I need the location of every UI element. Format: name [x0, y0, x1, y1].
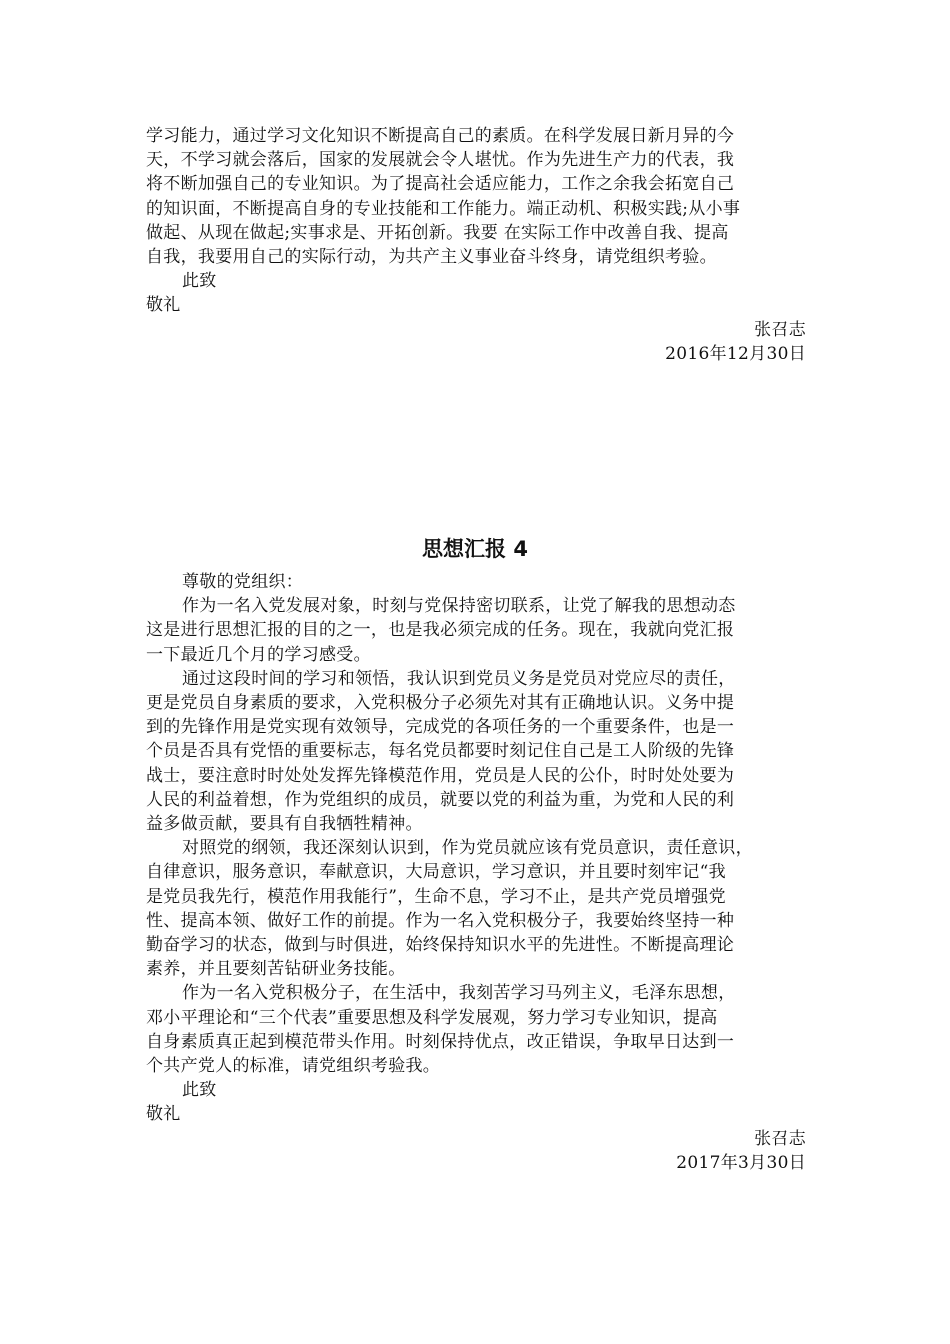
paragraph: [146, 981, 806, 1078]
report-title: 思想汇报 4: [422, 537, 528, 561]
paragraph: [146, 836, 806, 981]
signature: 张召志: [754, 319, 806, 340]
paragraph: [146, 667, 806, 836]
body-line: 个员是否具有党悟的重要标志，每名党员都要时刻记住自己是工人阶级的先锋: [146, 741, 735, 762]
closing-jing-li: 敬礼: [146, 1104, 181, 1125]
body-line: 益多做贡献，要具有自我牺牲精神。: [146, 814, 423, 835]
body-line: 一下最近几个月的学习感受。: [146, 644, 371, 665]
date: 2017年3月30日: [676, 1152, 806, 1173]
body-line: 将不断加强自己的专业知识。为了提高社会适应能力，工作之余我会拓宽自己: [146, 174, 735, 195]
body-line: 作为一名入党发展对象，时刻与党保持密切联系，让党了解我的思想动态: [182, 596, 736, 617]
body-line: 学习能力，通过学习文化知识不断提高自己的素质。在科学发展日新月异的今: [146, 126, 735, 146]
body-line: 对照党的纲领，我还深刻认识到，作为党员就应该有党员意识，责任意识，: [182, 838, 753, 859]
body-line: 的知识面，不断提高自身的专业技能和工作能力。端正动机、积极实践;从小事: [146, 198, 741, 219]
body-line: 通过这段时间的学习和领悟，我认识到党员义务是党员对党应尽的责任，: [182, 668, 736, 689]
signature: 张召志: [754, 1128, 806, 1149]
body-line: 自身素质真正起到模范带头作用。时刻保持优点，改正错误，争取早日达到一: [146, 1031, 735, 1052]
body-line: 作为一名入党积极分子，在生活中，我刻苦学习马列主义，毛泽东思想，: [182, 983, 736, 1004]
body-line: 做起、从现在做起;实事求是、开拓创新。我要 在实际工作中改善自我、提高: [146, 222, 729, 243]
body-line: 人民的利益着想，作为党组织的成员，就要以党的利益为重，为党和人民的利: [146, 789, 735, 810]
body-line: 更是党员自身素质的要求，入党积极分子必须先对其有正确地认识。义务中提: [146, 693, 735, 714]
previous-report-tail: [146, 124, 806, 366]
closing-ci-zhi: 此致: [182, 271, 217, 292]
body-line: 自我，我要用自己的实际行动，为共产主义事业奋斗终身，请党组织考验。: [146, 247, 717, 268]
body-line: 素养，并且要刻苦钻研业务技能。: [146, 959, 406, 980]
body-line: 天，不学习就会落后，国家的发展就会令人堪忧。作为先进生产力的代表，我: [146, 150, 735, 171]
report-body: [146, 570, 806, 1175]
salutation: 尊敬的党组织：: [182, 572, 304, 592]
body-line: 这是进行思想汇报的目的之一，也是我必须完成的任务。现在，我就向党汇报: [146, 620, 735, 641]
paragraph: [146, 594, 806, 667]
body-line: 邓小平理论和“三个代表”重要思想及科学发展观，努力学习专业知识，提高: [146, 1007, 718, 1028]
body-line: 到的先锋作用是党实现有效领导，完成党的各项任务的一个重要条件，也是一: [146, 717, 735, 738]
body-line: 自律意识，服务意识，奉献意识，大局意识，学习意识，并且要时刻牢记“我: [146, 862, 726, 883]
date: 2016年12月30日: [665, 343, 806, 364]
body-line: 勤奋学习的状态，做到与时俱进，始终保持知识水平的先进性。不断提高理论: [146, 935, 735, 956]
body-line: 性、提高本领、做好工作的前提。作为一名入党积极分子，我要始终坚持一种: [146, 910, 735, 931]
body-line: 是党员我先行，模范作用我能行”，生命不息，学习不止，是共产党员增强党: [146, 886, 726, 907]
closing-ci-zhi: 此致: [182, 1080, 217, 1101]
body-line: 个共产党人的标准，请党组织考验我。: [146, 1056, 441, 1077]
closing-jing-li: 敬礼: [146, 295, 181, 316]
body-line: 战士，要注意时时处处发挥先锋模范作用，党员是人民的公仆，时时处处要为: [146, 765, 735, 786]
